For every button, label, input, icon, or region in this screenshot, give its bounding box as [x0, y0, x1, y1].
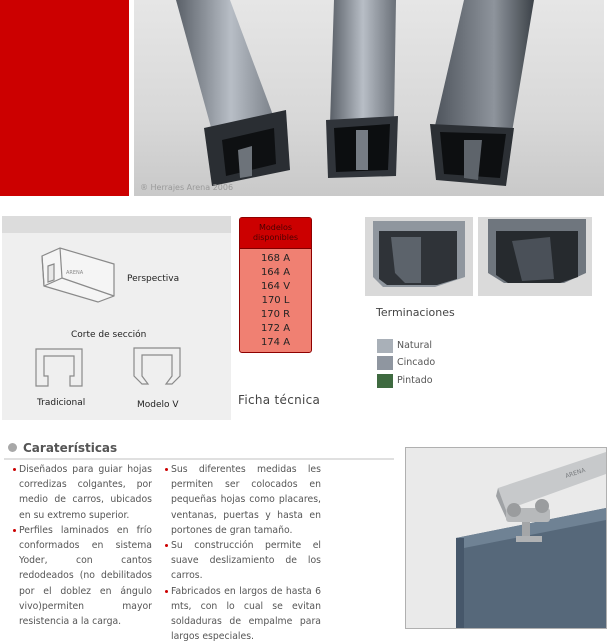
traditional-label: Tradicional	[37, 398, 86, 408]
perspective-drawing	[42, 248, 114, 302]
models-list	[240, 252, 311, 350]
finish-label: Cincado	[397, 357, 436, 368]
model-item: 172 A	[260, 323, 291, 334]
model-item: 170 R	[260, 309, 291, 320]
copyright-credit: ® Herrajes Arena 2006	[140, 183, 234, 192]
svg-text:ARENA: ARENA	[564, 466, 587, 480]
swatch-zinc	[377, 356, 393, 370]
model-item: 174 A	[260, 337, 291, 348]
features-divider	[4, 458, 394, 460]
model-v-section-drawing	[134, 348, 180, 384]
hero-profiles-photo	[134, 0, 604, 196]
section-label: Corte de sección	[71, 330, 147, 340]
profiles-illustration	[134, 0, 604, 196]
model-item: 170 L	[261, 295, 290, 306]
swatch-painted	[377, 374, 393, 388]
perspective-label: Perspectiva	[127, 274, 180, 284]
technical-diagram-panel	[2, 216, 231, 420]
model-item: 164 A	[260, 267, 291, 278]
feature-item: Perfiles laminados en frío conformados en sistema Yoder, con cantos redodeados (no debilitados por el doblez en ángulo vivo)permiten mayor resistencia a la carga.	[13, 523, 152, 629]
rail-and-door-illustration	[406, 448, 606, 628]
finish-photo-natural	[478, 217, 592, 296]
features-right-column	[165, 462, 321, 644]
feature-item: Su construcción permite el suave deslizamiento de los carros.	[165, 538, 321, 584]
model-item: 168 A	[260, 253, 291, 264]
finish-label: Pintado	[397, 375, 433, 386]
features-title: Caraterísticas	[23, 441, 118, 455]
finish-photo-zinc	[365, 217, 473, 296]
feature-item: Sus diferentes medidas les permiten ser colocados en pequeñas hojas como placares, ventanas, puertas y hasta en portones de gran tamaño.	[165, 462, 321, 538]
models-title: Modelos disponibles	[240, 218, 311, 249]
brand-red-block	[0, 0, 129, 196]
feature-item: Diseñados para guiar hojas corredizas colgantes, por medio de carros, ubicados en su extremo superior.	[13, 462, 152, 523]
feature-item: Fabricados en largos de hasta 6 mts, con lo cual se evitan soldaduras de empalme para largos especiales.	[165, 584, 321, 644]
svg-text:ARENA: ARENA	[66, 270, 84, 276]
bullet-dot-icon	[8, 443, 17, 452]
traditional-section-drawing	[36, 349, 82, 386]
technical-sheet-label: Ficha técnica	[238, 393, 321, 407]
swatch-natural	[377, 339, 393, 353]
model-item: 164 V	[260, 281, 291, 292]
features-left-column	[13, 462, 152, 629]
finishes-title: Terminaciones	[376, 306, 455, 319]
features-heading	[8, 441, 117, 455]
finish-label: Natural	[397, 340, 433, 351]
model-v-label: Modelo V	[137, 400, 179, 410]
installation-photo	[405, 447, 607, 629]
profile-diagrams	[2, 216, 231, 420]
available-models-box	[239, 217, 312, 353]
